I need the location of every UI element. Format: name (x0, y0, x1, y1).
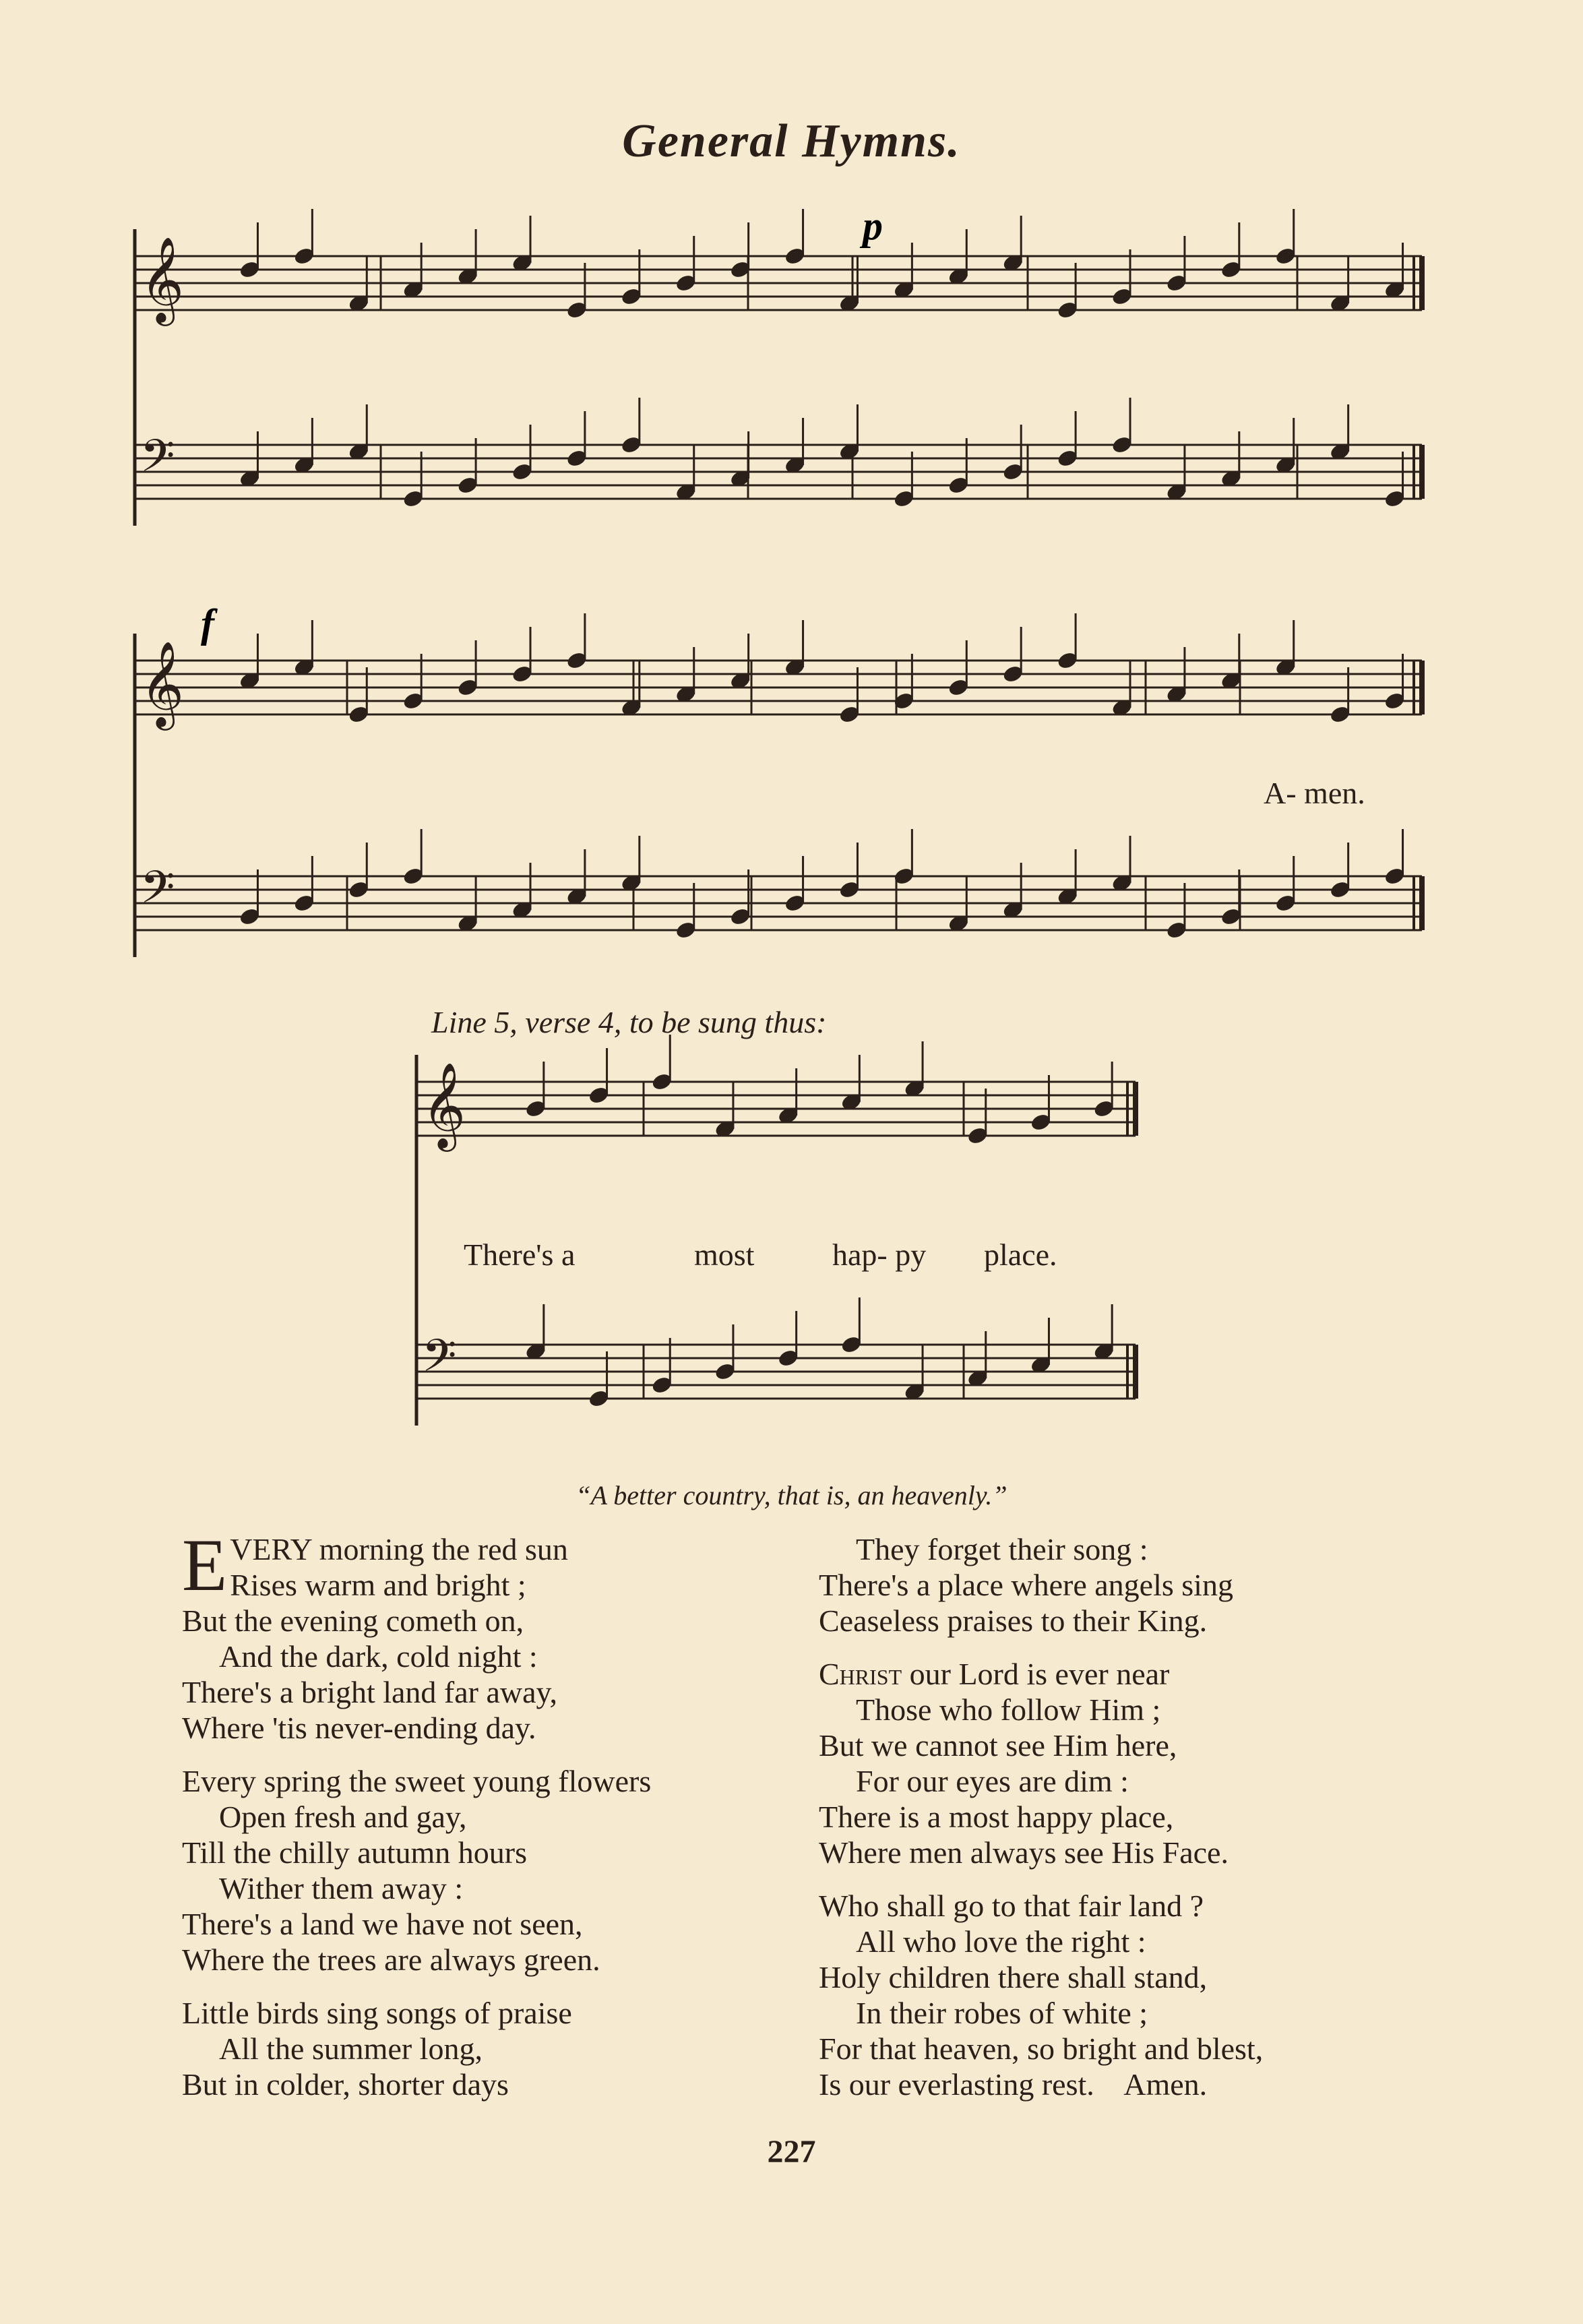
drop-cap: E (182, 1524, 228, 1606)
verse-line: Ceaseless praises to their King. (819, 1603, 1208, 1638)
page-number: 227 (767, 2134, 816, 2170)
verse-line: Holy children there shall stand, (819, 1960, 1208, 1994)
bass-clef-icon: 𝄢 (140, 861, 175, 924)
verse-first-word: Christ (819, 1657, 902, 1691)
treble-clef-icon: 𝄞 (140, 236, 185, 322)
amen-lyric: A- men. (1264, 776, 1365, 810)
dynamic-forte: f (201, 601, 214, 646)
epigraph: “A better country, that is, an heavenly.” (576, 1480, 1007, 1510)
verse-line: our Lord is ever near (902, 1657, 1170, 1691)
verse-line: For that heaven, so bright and blest, (819, 2031, 1264, 2066)
verse-line: They forget their song : (856, 1532, 1148, 1566)
verse-line: Who shall go to that fair land ? (819, 1889, 1204, 1923)
performance-instruction: Line 5, verse 4, to be sung thus: (431, 1005, 827, 1039)
verse-line: Where 'tis never-ending day. (182, 1711, 536, 1745)
stanza-3-end (819, 1531, 1263, 1639)
page-title: General Hymns. (622, 115, 961, 167)
verse-line: There's a bright land far away, (182, 1675, 558, 1709)
verse-line: For our eyes are dim : (856, 1764, 1129, 1798)
stanza-1 (182, 1524, 651, 1746)
verse-line: Rises warm and bright ; (230, 1568, 526, 1602)
stanza-5 (819, 1888, 1263, 2102)
verse-line: In their robes of white ; (856, 1996, 1148, 2030)
verses-left-column (182, 1524, 652, 2120)
verse-line: And the dark, cold night : (219, 1639, 538, 1674)
verse-line: Where the trees are always green. (182, 1943, 600, 1977)
verse-line: Open fresh and gay, (219, 1800, 467, 1834)
verse-line: Where men always see His Face. (819, 1835, 1229, 1870)
verse-line: There is a most happy place, (819, 1800, 1174, 1834)
verse-line: Little birds sing songs of praise (182, 1996, 572, 2030)
verse-line: But the evening cometh on, (182, 1603, 524, 1638)
verse-line: VERY morning the red sun (230, 1532, 568, 1566)
bass-clef-icon: 𝄢 (140, 430, 175, 493)
verse-line: There's a land we have not seen, (182, 1907, 583, 1941)
stanza-4 (819, 1656, 1263, 1870)
verse-line: Wither them away : (219, 1871, 464, 1905)
stanza-2 (182, 1763, 651, 1978)
verse-line: But we cannot see Him here, (819, 1728, 1177, 1763)
verse-line: Every spring the sweet young flowers (182, 1764, 652, 1798)
bass-clef-icon: 𝄢 (422, 1330, 457, 1393)
verses-right-column (819, 1531, 1263, 2120)
dynamic-piano: p (863, 204, 883, 248)
verse-line: All who love the right : (856, 1924, 1146, 1959)
excerpt-lyric-1: There's a (464, 1237, 576, 1272)
treble-clef-icon: 𝄞 (422, 1062, 466, 1148)
stanza-3-start (182, 1995, 651, 2102)
verse-line: But in colder, shorter days (182, 2067, 509, 2102)
verse-line: There's a place where angels sing (819, 1568, 1233, 1602)
verse-line: Is our everlasting rest. Amen. (819, 2067, 1208, 2102)
treble-clef-icon: 𝄞 (140, 640, 185, 727)
verse-line: Those who follow Him ; (856, 1692, 1161, 1727)
verse-line: Till the chilly autumn hours (182, 1835, 527, 1870)
excerpt-lyric-2: most (694, 1237, 755, 1272)
excerpt-lyric-3: hap- py (832, 1237, 927, 1272)
verse-line: All the summer long, (219, 2031, 483, 2066)
excerpt-lyric-4: place. (984, 1237, 1057, 1272)
